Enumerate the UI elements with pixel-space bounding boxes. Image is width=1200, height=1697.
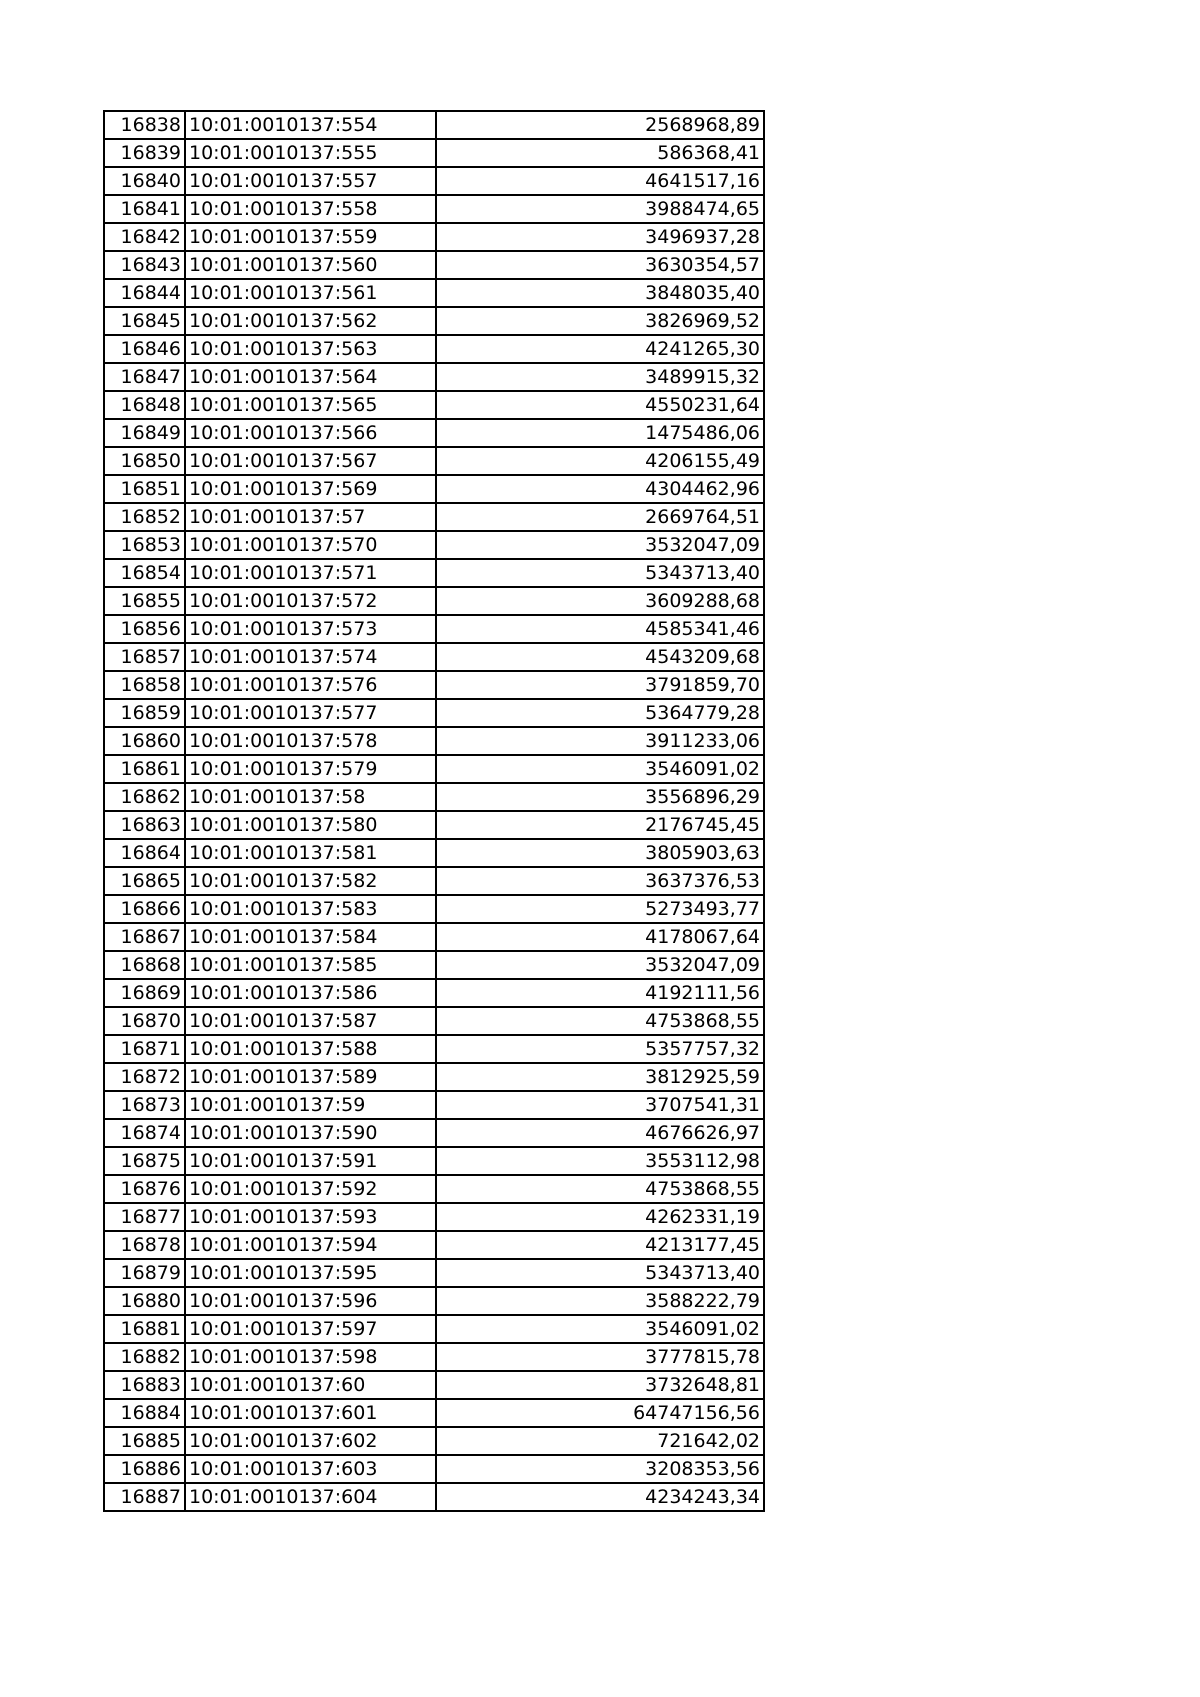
cadastral-number-cell: 10:01:0010137:579 [185, 755, 436, 783]
row-number-cell: 16838 [104, 111, 185, 139]
table-row [104, 307, 764, 335]
row-number-cell: 16839 [104, 139, 185, 167]
row-number-cell: 16880 [104, 1287, 185, 1315]
cadastral-number-cell: 10:01:0010137:558 [185, 195, 436, 223]
cadastral-number-cell: 10:01:0010137:569 [185, 475, 436, 503]
table-row [104, 1483, 764, 1511]
table-row [104, 279, 764, 307]
row-number-cell: 16863 [104, 811, 185, 839]
value-cell: 3637376,53 [436, 867, 764, 895]
table-row [104, 475, 764, 503]
cadastral-number-cell: 10:01:0010137:595 [185, 1259, 436, 1287]
row-number-cell: 16856 [104, 615, 185, 643]
cadastral-number-cell: 10:01:0010137:588 [185, 1035, 436, 1063]
row-number-cell: 16851 [104, 475, 185, 503]
value-cell: 5364779,28 [436, 699, 764, 727]
value-cell: 3532047,09 [436, 951, 764, 979]
cadastral-number-cell: 10:01:0010137:582 [185, 867, 436, 895]
row-number-cell: 16844 [104, 279, 185, 307]
table-row [104, 923, 764, 951]
cadastral-number-cell: 10:01:0010137:571 [185, 559, 436, 587]
value-cell: 3805903,63 [436, 839, 764, 867]
value-cell: 3496937,28 [436, 223, 764, 251]
value-cell: 4676626,97 [436, 1119, 764, 1147]
row-number-cell: 16866 [104, 895, 185, 923]
value-cell: 5273493,77 [436, 895, 764, 923]
row-number-cell: 16869 [104, 979, 185, 1007]
value-cell: 4753868,55 [436, 1175, 764, 1203]
value-cell: 4178067,64 [436, 923, 764, 951]
value-cell: 2568968,89 [436, 111, 764, 139]
cadastral-number-cell: 10:01:0010137:60 [185, 1371, 436, 1399]
value-cell: 3546091,02 [436, 755, 764, 783]
table-row [104, 979, 764, 1007]
cadastral-number-cell: 10:01:0010137:57 [185, 503, 436, 531]
cadastral-number-cell: 10:01:0010137:555 [185, 139, 436, 167]
cadastral-number-cell: 10:01:0010137:563 [185, 335, 436, 363]
table-row [104, 1231, 764, 1259]
value-cell: 3732648,81 [436, 1371, 764, 1399]
table-row [104, 195, 764, 223]
row-number-cell: 16883 [104, 1371, 185, 1399]
table-row [104, 391, 764, 419]
table-row [104, 503, 764, 531]
cadastral-number-cell: 10:01:0010137:583 [185, 895, 436, 923]
row-number-cell: 16873 [104, 1091, 185, 1119]
value-cell: 4543209,68 [436, 643, 764, 671]
table-row [104, 531, 764, 559]
value-cell: 3988474,65 [436, 195, 764, 223]
cadastral-number-cell: 10:01:0010137:574 [185, 643, 436, 671]
table-row [104, 839, 764, 867]
table-row [104, 251, 764, 279]
cadastral-number-cell: 10:01:0010137:572 [185, 587, 436, 615]
cadastral-number-cell: 10:01:0010137:576 [185, 671, 436, 699]
row-number-cell: 16850 [104, 447, 185, 475]
value-cell: 3532047,09 [436, 531, 764, 559]
cadastral-number-cell: 10:01:0010137:604 [185, 1483, 436, 1511]
cadastral-number-cell: 10:01:0010137:580 [185, 811, 436, 839]
value-cell: 4753868,55 [436, 1007, 764, 1035]
value-cell: 4641517,16 [436, 167, 764, 195]
table-row [104, 783, 764, 811]
value-cell: 5343713,40 [436, 559, 764, 587]
value-cell: 3826969,52 [436, 307, 764, 335]
cadastral-number-cell: 10:01:0010137:59 [185, 1091, 436, 1119]
row-number-cell: 16860 [104, 727, 185, 755]
table-row [104, 1175, 764, 1203]
cadastral-number-cell: 10:01:0010137:591 [185, 1147, 436, 1175]
cadastral-number-cell: 10:01:0010137:587 [185, 1007, 436, 1035]
cadastral-number-cell: 10:01:0010137:58 [185, 783, 436, 811]
row-number-cell: 16870 [104, 1007, 185, 1035]
table-row [104, 111, 764, 139]
cadastral-number-cell: 10:01:0010137:593 [185, 1203, 436, 1231]
table-row [104, 223, 764, 251]
row-number-cell: 16846 [104, 335, 185, 363]
cadastral-number-cell: 10:01:0010137:589 [185, 1063, 436, 1091]
value-cell: 3588222,79 [436, 1287, 764, 1315]
table-row [104, 447, 764, 475]
cadastral-number-cell: 10:01:0010137:594 [185, 1231, 436, 1259]
cadastral-number-cell: 10:01:0010137:573 [185, 615, 436, 643]
row-number-cell: 16849 [104, 419, 185, 447]
value-cell: 3791859,70 [436, 671, 764, 699]
value-cell: 3609288,68 [436, 587, 764, 615]
row-number-cell: 16845 [104, 307, 185, 335]
row-number-cell: 16858 [104, 671, 185, 699]
table-row [104, 167, 764, 195]
cadastral-number-cell: 10:01:0010137:557 [185, 167, 436, 195]
value-cell: 3812925,59 [436, 1063, 764, 1091]
value-cell: 3911233,06 [436, 727, 764, 755]
value-cell: 5357757,32 [436, 1035, 764, 1063]
value-cell: 64747156,56 [436, 1399, 764, 1427]
value-cell: 3208353,56 [436, 1455, 764, 1483]
row-number-cell: 16857 [104, 643, 185, 671]
cadastral-number-cell: 10:01:0010137:560 [185, 251, 436, 279]
table-row [104, 1455, 764, 1483]
value-cell: 4304462,96 [436, 475, 764, 503]
cadastral-number-cell: 10:01:0010137:584 [185, 923, 436, 951]
table-row [104, 1147, 764, 1175]
row-number-cell: 16867 [104, 923, 185, 951]
cadastral-number-cell: 10:01:0010137:585 [185, 951, 436, 979]
value-cell: 4585341,46 [436, 615, 764, 643]
row-number-cell: 16865 [104, 867, 185, 895]
cadastral-number-cell: 10:01:0010137:577 [185, 699, 436, 727]
cadastral-number-cell: 10:01:0010137:564 [185, 363, 436, 391]
row-number-cell: 16859 [104, 699, 185, 727]
cadastral-number-cell: 10:01:0010137:565 [185, 391, 436, 419]
cadastral-number-cell: 10:01:0010137:554 [185, 111, 436, 139]
cadastral-number-cell: 10:01:0010137:603 [185, 1455, 436, 1483]
row-number-cell: 16842 [104, 223, 185, 251]
row-number-cell: 16875 [104, 1147, 185, 1175]
table-row [104, 727, 764, 755]
row-number-cell: 16847 [104, 363, 185, 391]
cadastral-number-cell: 10:01:0010137:592 [185, 1175, 436, 1203]
row-number-cell: 16848 [104, 391, 185, 419]
row-number-cell: 16878 [104, 1231, 185, 1259]
row-number-cell: 16882 [104, 1343, 185, 1371]
row-number-cell: 16864 [104, 839, 185, 867]
table-row [104, 559, 764, 587]
value-cell: 3556896,29 [436, 783, 764, 811]
table-row [104, 643, 764, 671]
cadastral-number-cell: 10:01:0010137:567 [185, 447, 436, 475]
row-number-cell: 16871 [104, 1035, 185, 1063]
row-number-cell: 16886 [104, 1455, 185, 1483]
row-number-cell: 16852 [104, 503, 185, 531]
value-cell: 721642,02 [436, 1427, 764, 1455]
table-row [104, 587, 764, 615]
table-row [104, 755, 764, 783]
value-cell: 4241265,30 [436, 335, 764, 363]
value-cell: 5343713,40 [436, 1259, 764, 1287]
value-cell: 3707541,31 [436, 1091, 764, 1119]
cadastral-number-cell: 10:01:0010137:601 [185, 1399, 436, 1427]
table-row [104, 1343, 764, 1371]
cadastral-number-cell: 10:01:0010137:570 [185, 531, 436, 559]
table-row [104, 1063, 764, 1091]
table-row [104, 1287, 764, 1315]
table-row [104, 419, 764, 447]
value-cell: 4550231,64 [436, 391, 764, 419]
value-cell: 4192111,56 [436, 979, 764, 1007]
value-cell: 3489915,32 [436, 363, 764, 391]
value-cell: 1475486,06 [436, 419, 764, 447]
row-number-cell: 16884 [104, 1399, 185, 1427]
cadastral-number-cell: 10:01:0010137:590 [185, 1119, 436, 1147]
row-number-cell: 16877 [104, 1203, 185, 1231]
cadastral-number-cell: 10:01:0010137:598 [185, 1343, 436, 1371]
table-row [104, 615, 764, 643]
value-cell: 3553112,98 [436, 1147, 764, 1175]
value-cell: 4213177,45 [436, 1231, 764, 1259]
value-cell: 2176745,45 [436, 811, 764, 839]
table-row [104, 671, 764, 699]
value-cell: 4262331,19 [436, 1203, 764, 1231]
row-number-cell: 16868 [104, 951, 185, 979]
cadastral-number-cell: 10:01:0010137:602 [185, 1427, 436, 1455]
table-row [104, 139, 764, 167]
table-row [104, 1371, 764, 1399]
row-number-cell: 16841 [104, 195, 185, 223]
row-number-cell: 16862 [104, 783, 185, 811]
cadastral-number-cell: 10:01:0010137:596 [185, 1287, 436, 1315]
value-cell: 3777815,78 [436, 1343, 764, 1371]
table-row [104, 1315, 764, 1343]
table-row [104, 1203, 764, 1231]
cadastral-number-cell: 10:01:0010137:581 [185, 839, 436, 867]
table-row [104, 699, 764, 727]
row-number-cell: 16843 [104, 251, 185, 279]
value-cell: 4206155,49 [436, 447, 764, 475]
table-row [104, 1427, 764, 1455]
cadastral-number-cell: 10:01:0010137:559 [185, 223, 436, 251]
table-row [104, 1035, 764, 1063]
row-number-cell: 16861 [104, 755, 185, 783]
table-row [104, 335, 764, 363]
row-number-cell: 16885 [104, 1427, 185, 1455]
table-row [104, 363, 764, 391]
cadastral-number-cell: 10:01:0010137:561 [185, 279, 436, 307]
table-row [104, 1259, 764, 1287]
table-row [104, 951, 764, 979]
table-row [104, 1119, 764, 1147]
table-row [104, 867, 764, 895]
row-number-cell: 16887 [104, 1483, 185, 1511]
cadastral-number-cell: 10:01:0010137:586 [185, 979, 436, 1007]
cadastral-number-cell: 10:01:0010137:562 [185, 307, 436, 335]
cadastral-number-cell: 10:01:0010137:578 [185, 727, 436, 755]
row-number-cell: 16853 [104, 531, 185, 559]
table-row [104, 1007, 764, 1035]
row-number-cell: 16872 [104, 1063, 185, 1091]
value-cell: 2669764,51 [436, 503, 764, 531]
row-number-cell: 16874 [104, 1119, 185, 1147]
value-cell: 586368,41 [436, 139, 764, 167]
table-body [104, 111, 764, 1511]
row-number-cell: 16881 [104, 1315, 185, 1343]
row-number-cell: 16855 [104, 587, 185, 615]
cadastral-number-cell: 10:01:0010137:597 [185, 1315, 436, 1343]
value-cell: 4234243,34 [436, 1483, 764, 1511]
table-row [104, 1399, 764, 1427]
cadastral-number-cell: 10:01:0010137:566 [185, 419, 436, 447]
value-cell: 3630354,57 [436, 251, 764, 279]
data-table [103, 110, 765, 1512]
table-row [104, 1091, 764, 1119]
row-number-cell: 16854 [104, 559, 185, 587]
row-number-cell: 16840 [104, 167, 185, 195]
table-row [104, 895, 764, 923]
row-number-cell: 16879 [104, 1259, 185, 1287]
table-row [104, 811, 764, 839]
row-number-cell: 16876 [104, 1175, 185, 1203]
value-cell: 3546091,02 [436, 1315, 764, 1343]
value-cell: 3848035,40 [436, 279, 764, 307]
